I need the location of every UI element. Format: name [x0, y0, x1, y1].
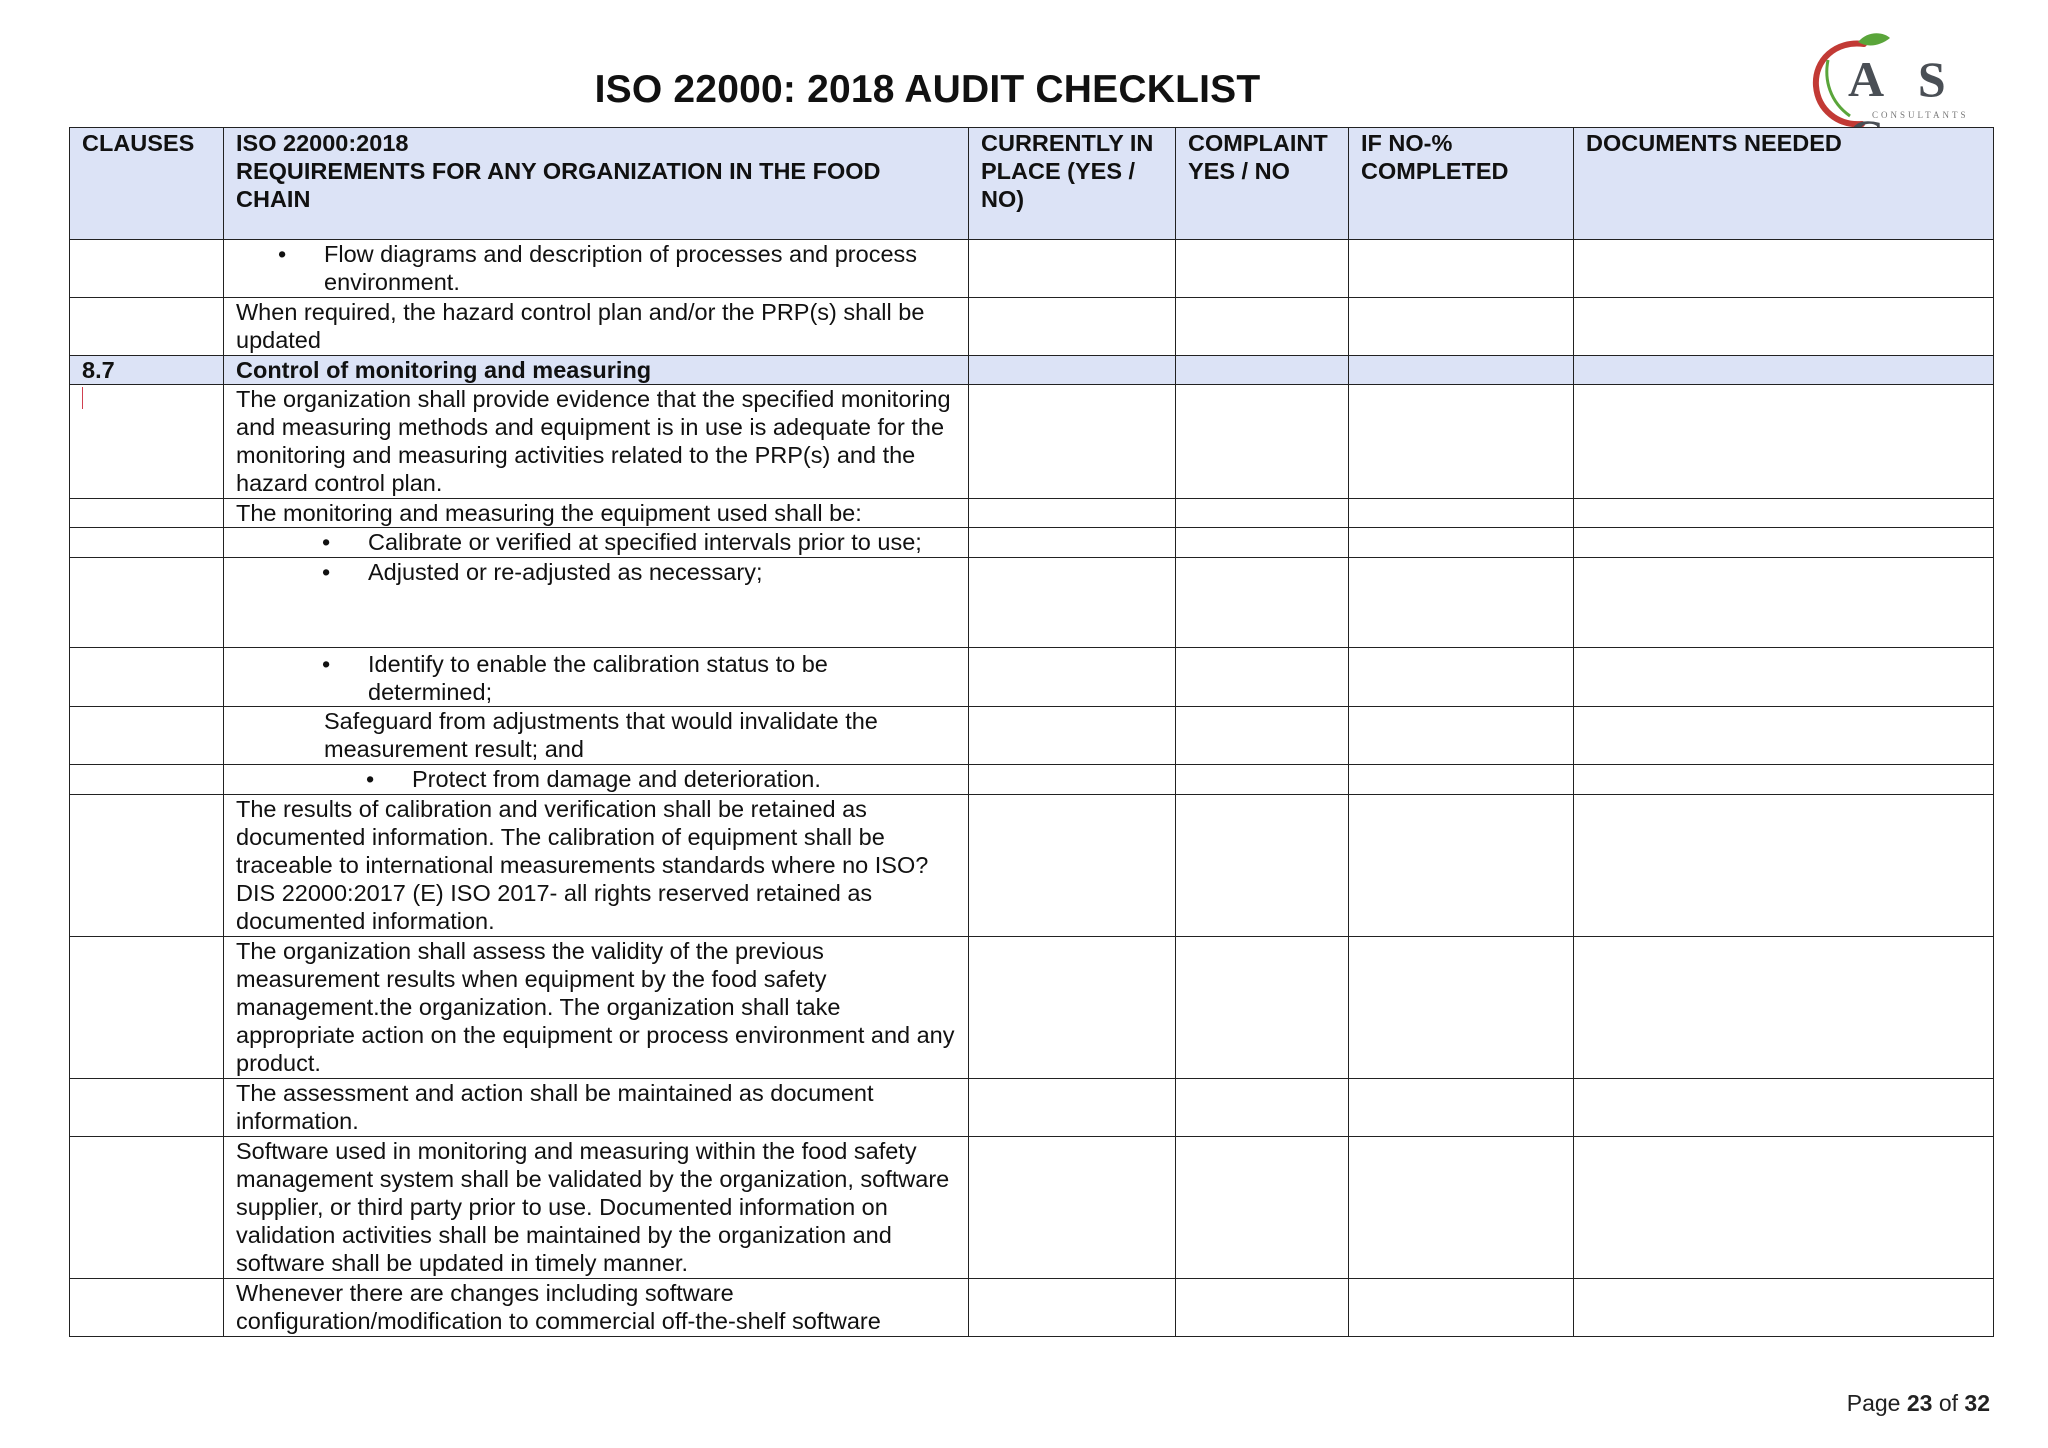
documents-needed-cell[interactable]: [1574, 558, 1994, 648]
complaint-cell[interactable]: [1176, 1137, 1349, 1279]
table-row: [70, 937, 1994, 1079]
table-row: [70, 499, 1994, 528]
if-no-completed-cell[interactable]: [1349, 558, 1574, 648]
clause-number: 8.7: [70, 356, 224, 385]
requirement-text: Software used in monitoring and measuring within the food safety management system shall be validated by the organization, software supplier, or third party prior to use. Documented information on validation activities shall be maintained by the organization and software shall be updated in timely manner.: [224, 1137, 969, 1279]
table-row: [70, 1137, 1994, 1279]
currently-in-place-cell[interactable]: [969, 240, 1176, 298]
section-heading: Control of monitoring and measuring: [224, 356, 969, 385]
header-currently-in-place: CURRENTLY IN PLACE (YES / NO): [969, 128, 1176, 240]
header-clauses: CLAUSES: [70, 128, 224, 240]
requirement-text: Flow diagrams and description of processes and process environment.: [324, 241, 918, 295]
complaint-cell[interactable]: [1176, 499, 1349, 528]
clause-cell: [70, 499, 224, 528]
currently-in-place-cell[interactable]: [969, 707, 1176, 765]
documents-needed-cell[interactable]: [1574, 707, 1994, 765]
currently-in-place-cell[interactable]: [969, 499, 1176, 528]
requirement-cell: [224, 558, 969, 648]
clause-cell: [70, 528, 224, 558]
requirement-text: The results of calibration and verification shall be retained as documented information. The calibration of equipment shall be traceable to international measurements standards where no ISO?DIS 22000:2017 (E) ISO 2017- all rights reserved retained as documented information.: [224, 795, 969, 937]
complaint-cell[interactable]: [1176, 1079, 1349, 1137]
audit-checklist-table: [69, 127, 1994, 1337]
clause-cell: [70, 558, 224, 648]
currently-in-place-cell[interactable]: [969, 795, 1176, 937]
documents-needed-cell[interactable]: [1574, 1079, 1994, 1137]
table-row: [70, 558, 1994, 648]
documents-needed-cell[interactable]: [1574, 648, 1994, 707]
bullet-icon: •: [366, 766, 375, 792]
complaint-cell[interactable]: [1176, 795, 1349, 937]
table-row: [70, 1079, 1994, 1137]
asc-logo: [1806, 30, 1986, 130]
complaint-cell[interactable]: [1176, 298, 1349, 356]
clause-cell: [70, 298, 224, 356]
complaint-cell[interactable]: [1176, 240, 1349, 298]
requirement-cell: [224, 765, 969, 795]
logo-subtitle: CONSULTANTS: [1872, 110, 1969, 120]
if-no-completed-cell[interactable]: [1349, 707, 1574, 765]
requirement-text: The organization shall provide evidence that the specified monitoring and measuring methods and equipment is in use is adequate for the monitoring and measuring activities related to the PRP(s) and the hazard control plan.: [224, 385, 969, 499]
requirement-cell: [224, 528, 969, 558]
table-row: [70, 707, 1994, 765]
complaint-cell[interactable]: [1176, 937, 1349, 1079]
complaint-cell[interactable]: [1176, 1279, 1349, 1337]
requirement-text: Safeguard from adjustments that would invalidate the measurement result; and: [324, 708, 878, 762]
bullet-icon: •: [278, 241, 287, 267]
clause-cell: [70, 385, 224, 499]
documents-needed-cell[interactable]: [1574, 298, 1994, 356]
currently-in-place-cell[interactable]: [969, 298, 1176, 356]
requirement-text: The monitoring and measuring the equipment used shall be:: [224, 499, 969, 528]
complaint-cell[interactable]: [1176, 648, 1349, 707]
current-page: 23: [1906, 1390, 1933, 1416]
table-row: [70, 648, 1994, 707]
documents-needed-cell[interactable]: [1574, 937, 1994, 1079]
complaint-cell[interactable]: [1176, 528, 1349, 558]
logo-letters: A S: [1848, 51, 1958, 107]
documents-needed-cell[interactable]: [1574, 1279, 1994, 1337]
clause-cell: [70, 1279, 224, 1337]
complaint-cell[interactable]: [1176, 385, 1349, 499]
documents-needed-cell[interactable]: [1574, 528, 1994, 558]
requirement-cell: [224, 648, 969, 707]
requirement-cell: [224, 240, 969, 298]
total-pages: 32: [1964, 1390, 1990, 1416]
clause-cell: [70, 707, 224, 765]
bullet-icon: •: [322, 529, 331, 555]
currently-in-place-cell[interactable]: [969, 648, 1176, 707]
if-no-completed-cell[interactable]: [1349, 385, 1574, 499]
header-if-no-completed: IF NO-% COMPLETED: [1349, 128, 1574, 240]
if-no-completed-cell[interactable]: [1349, 1137, 1574, 1279]
section-row: [70, 356, 1994, 385]
currently-in-place-cell[interactable]: [969, 385, 1176, 499]
documents-needed-cell[interactable]: [1574, 795, 1994, 937]
complaint-cell[interactable]: [1176, 558, 1349, 648]
if-no-completed-cell[interactable]: [1349, 356, 1574, 385]
page-number: [1847, 1390, 1990, 1417]
table-row: [70, 765, 1994, 795]
requirement-text: Calibrate or verified at specified intervals prior to use;: [368, 529, 922, 555]
requirement-text: The organization shall assess the validity of the previous measurement results when equipment by the food safety management.the organization. The organization shall take appropriate action on the equipment or process environment and any product.: [224, 937, 969, 1079]
documents-needed-cell[interactable]: [1574, 356, 1994, 385]
clause-cell: [70, 240, 224, 298]
if-no-completed-cell[interactable]: [1349, 765, 1574, 795]
requirement-text: The assessment and action shall be maintained as document information.: [224, 1079, 969, 1137]
complaint-cell[interactable]: [1176, 356, 1349, 385]
requirement-text: Whenever there are changes including software configuration/modification to commercial off-the-shelf software: [224, 1279, 969, 1337]
requirement-text: Identify to enable the calibration status to be determined;: [368, 651, 828, 705]
requirement-text: When required, the hazard control plan and/or the PRP(s) shall be updated: [224, 298, 969, 356]
if-no-completed-cell[interactable]: [1349, 298, 1574, 356]
documents-needed-cell[interactable]: [1574, 499, 1994, 528]
clause-cell: [70, 795, 224, 937]
page-of: of: [1938, 1390, 1959, 1416]
documents-needed-cell[interactable]: [1574, 385, 1994, 499]
header-documents-needed: DOCUMENTS NEEDED: [1574, 128, 1994, 240]
table-row: [70, 1279, 1994, 1337]
bullet-icon: •: [322, 559, 331, 585]
currently-in-place-cell[interactable]: [969, 1137, 1176, 1279]
table-row: [70, 298, 1994, 356]
if-no-completed-cell[interactable]: [1349, 1079, 1574, 1137]
complaint-cell[interactable]: [1176, 765, 1349, 795]
bullet-icon: •: [322, 651, 331, 677]
table-row: [70, 528, 1994, 558]
requirement-text: Adjusted or re-adjusted as necessary;: [368, 559, 763, 585]
page-prefix: Page: [1846, 1390, 1901, 1416]
requirement-text: Protect from damage and deterioration.: [412, 766, 821, 792]
header-requirements: [224, 128, 969, 240]
page-title: ISO 22000: 2018 AUDIT CHECKLIST: [594, 68, 1261, 111]
clause-cell: [70, 765, 224, 795]
currently-in-place-cell[interactable]: [969, 765, 1176, 795]
currently-in-place-cell[interactable]: [969, 558, 1176, 648]
header-row: [70, 128, 1994, 240]
table-row: [70, 385, 1994, 499]
revision-mark: [82, 387, 83, 409]
header-complaint: COMPLAINT YES / NO: [1176, 128, 1349, 240]
clause-cell: [70, 1137, 224, 1279]
header-requirements-line1: ISO 22000:2018: [236, 130, 409, 156]
if-no-completed-cell[interactable]: [1349, 937, 1574, 1079]
if-no-completed-cell[interactable]: [1349, 648, 1574, 707]
table-row: [70, 795, 1994, 937]
if-no-completed-cell[interactable]: [1349, 499, 1574, 528]
if-no-completed-cell[interactable]: [1349, 240, 1574, 298]
if-no-completed-cell[interactable]: [1349, 795, 1574, 937]
documents-needed-cell[interactable]: [1574, 1137, 1994, 1279]
header-requirements-line2: REQUIREMENTS FOR ANY ORGANIZATION IN THE FOOD CHAIN: [236, 158, 881, 212]
currently-in-place-cell[interactable]: [969, 937, 1176, 1079]
complaint-cell[interactable]: [1176, 707, 1349, 765]
currently-in-place-cell[interactable]: [969, 528, 1176, 558]
clause-cell: [70, 1079, 224, 1137]
requirement-cell: [224, 707, 969, 765]
clause-cell: [70, 648, 224, 707]
currently-in-place-cell[interactable]: [969, 1079, 1176, 1137]
documents-needed-cell[interactable]: [1574, 240, 1994, 298]
if-no-completed-cell[interactable]: [1349, 528, 1574, 558]
clause-cell: [70, 937, 224, 1079]
currently-in-place-cell[interactable]: [969, 1279, 1176, 1337]
currently-in-place-cell[interactable]: [969, 356, 1176, 385]
if-no-completed-cell[interactable]: [1349, 1279, 1574, 1337]
documents-needed-cell[interactable]: [1574, 765, 1994, 795]
table-row: [70, 240, 1994, 298]
